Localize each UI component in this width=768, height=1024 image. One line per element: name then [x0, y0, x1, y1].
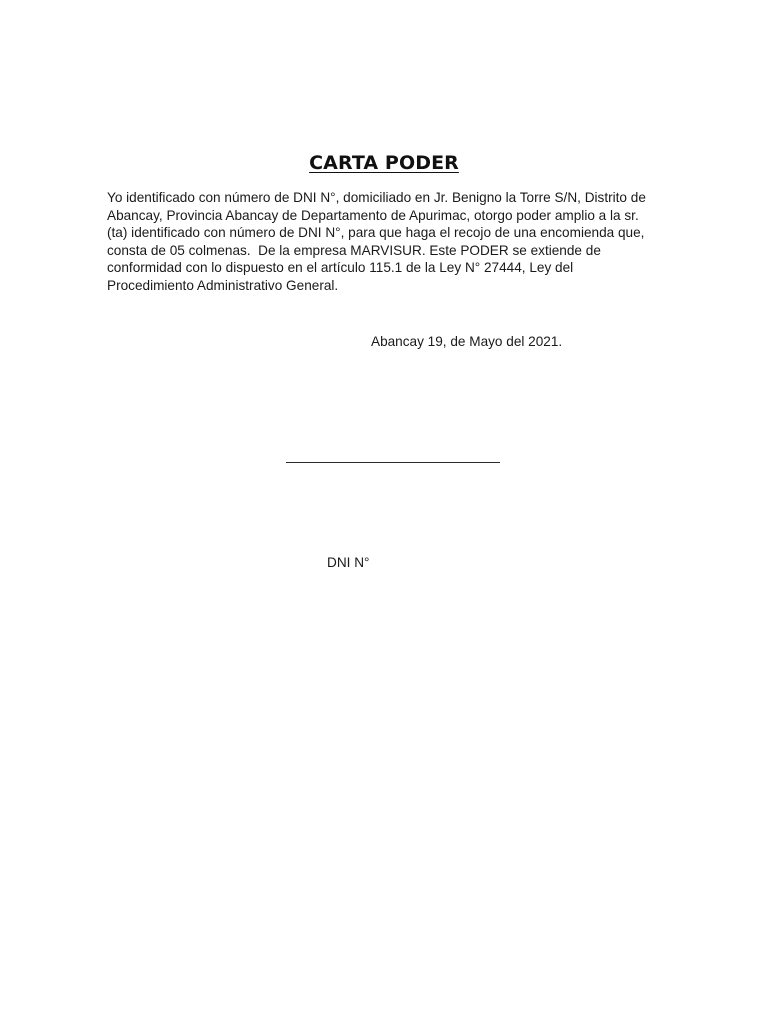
date-line: Abancay 19, de Mayo del 2021.: [371, 334, 563, 349]
body-line: Abancay, Provincia Abancay de Departamento de Apurimac, otorgo poder amplio a la sr.: [107, 207, 639, 223]
signature-dni-label: DNI N°: [327, 555, 370, 570]
body-line: (ta) identificado con número de DNI N°, para que haga el recojo de una encomienda que,: [107, 225, 645, 241]
body-line: Yo identificado con número de DNI N°, domiciliado en Jr. Benigno la Torre S/N, Distrito de: [107, 190, 646, 205]
body-line: conformidad con lo dispuesto en el artículo 115.1 de la Ley N° 27444, Ley del: [107, 260, 574, 276]
body-line: consta de 05 colmenas. De la empresa MARVISUR. Este PODER se extiende de: [107, 242, 601, 258]
signature-line: [286, 450, 500, 463]
document-title: CARTA PODER: [309, 152, 459, 174]
document-body: [107, 189, 667, 295]
body-line: Procedimiento Administrativo General.: [107, 277, 339, 293]
